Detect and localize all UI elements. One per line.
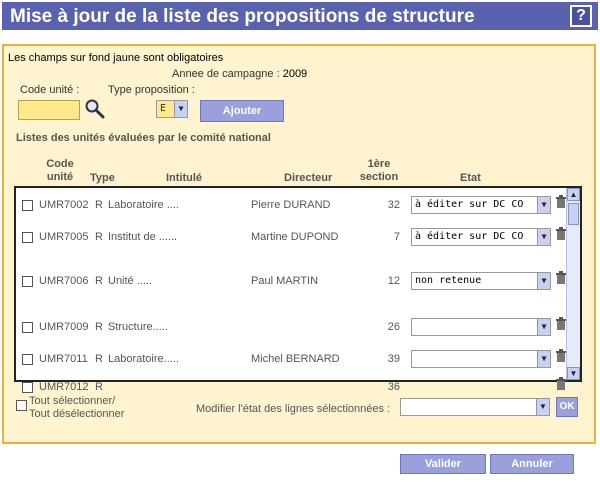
row-directeur: Paul MARTIN bbox=[251, 275, 319, 287]
row-code: UMR7011 bbox=[39, 353, 88, 365]
campagne-info bbox=[172, 68, 307, 80]
chevron-down-icon[interactable]: ▼ bbox=[537, 351, 550, 367]
campagne-value: 2009 bbox=[282, 68, 308, 80]
units-list bbox=[14, 186, 582, 393]
chevron-down-icon[interactable]: ▼ bbox=[536, 399, 549, 415]
row-checkbox[interactable] bbox=[22, 354, 33, 365]
type-proposition-value: E bbox=[160, 103, 167, 114]
scroll-up-icon[interactable]: ▲ bbox=[567, 188, 580, 201]
chevron-down-icon[interactable]: ▼ bbox=[537, 197, 550, 213]
chevron-down-icon[interactable]: ▼ bbox=[537, 319, 550, 335]
col-header-section: 1ère section bbox=[359, 158, 399, 183]
page-title: Mise à jour de la liste des propositions de structure bbox=[10, 6, 475, 27]
col-header-code: Code unité bbox=[46, 158, 74, 183]
scroll-down-icon[interactable]: ▼ bbox=[567, 367, 580, 380]
page-header bbox=[2, 2, 598, 30]
row-etat-select[interactable] bbox=[411, 228, 551, 246]
row-directeur: Michel BERNARD bbox=[251, 353, 340, 365]
row-checkbox[interactable] bbox=[22, 276, 33, 287]
modify-state-label: Modifier l'état des lignes sélectionnées : bbox=[196, 403, 391, 415]
row-type: R bbox=[95, 199, 103, 211]
row-checkbox[interactable] bbox=[22, 382, 33, 393]
col-header-type: Type bbox=[90, 172, 115, 184]
row-checkbox[interactable] bbox=[22, 322, 33, 333]
scroll-thumb[interactable] bbox=[568, 203, 579, 225]
valider-button[interactable]: Valider bbox=[400, 454, 486, 474]
row-checkbox[interactable] bbox=[22, 232, 33, 243]
row-code: UMR7009 bbox=[39, 321, 89, 333]
row-type: R bbox=[95, 231, 103, 243]
search-icon[interactable] bbox=[84, 98, 106, 120]
row-type: R bbox=[95, 381, 103, 393]
row-directeur: Martine DUPOND bbox=[251, 231, 339, 243]
row-section: 36 bbox=[387, 381, 400, 393]
row-intitule: Unité ..... bbox=[108, 275, 153, 287]
row-code: UMR7005 bbox=[39, 231, 89, 243]
row-etat-value: non retenue bbox=[415, 275, 482, 286]
row-type: R bbox=[95, 275, 103, 287]
select-all-checkbox[interactable] bbox=[16, 400, 27, 411]
row-checkbox[interactable] bbox=[22, 200, 33, 211]
row-intitule: Laboratoire..... bbox=[108, 353, 179, 365]
row-intitule: Structure..... bbox=[108, 321, 168, 333]
select-all-label[interactable] bbox=[29, 395, 124, 421]
row-code: UMR7006 bbox=[39, 275, 89, 287]
col-header-intitule: Intitulé bbox=[166, 172, 203, 184]
type-proposition-label: Type proposition : bbox=[108, 84, 195, 96]
chevron-down-icon[interactable]: ▼ bbox=[174, 101, 187, 117]
row-etat-select[interactable] bbox=[411, 196, 551, 214]
table-row bbox=[16, 224, 568, 264]
row-intitule: Laboratoire .... bbox=[108, 199, 179, 211]
row-etat-select[interactable] bbox=[411, 318, 551, 336]
row-etat-select[interactable] bbox=[411, 272, 551, 290]
row-section: 39 bbox=[387, 353, 400, 365]
row-etat-value: à éditer sur DC CO bbox=[415, 231, 524, 242]
chevron-down-icon[interactable]: ▼ bbox=[537, 229, 550, 245]
row-code: UMR7002 bbox=[39, 199, 89, 211]
row-section: 32 bbox=[387, 199, 400, 211]
code-unite-label: Code unité : bbox=[20, 84, 80, 96]
deselect-all-text: Tout désélectionner bbox=[29, 408, 125, 420]
type-proposition-select[interactable] bbox=[156, 100, 188, 118]
row-etat-value: à éditer sur DC CO bbox=[415, 199, 524, 210]
col-header-directeur: Directeur bbox=[284, 172, 333, 184]
ajouter-button[interactable]: Ajouter bbox=[200, 100, 284, 122]
select-all-text: Tout sélectionner/ bbox=[29, 395, 116, 407]
row-type: R bbox=[95, 353, 103, 365]
ok-button[interactable]: OK bbox=[556, 397, 578, 417]
list-title: Listes des unités évaluées par le comité national bbox=[16, 132, 271, 144]
row-section: 26 bbox=[387, 321, 400, 333]
modify-state-select[interactable] bbox=[400, 398, 550, 416]
row-intitule: Institut de ...... bbox=[108, 231, 178, 243]
col-header-etat: Etat bbox=[460, 172, 481, 184]
annuler-button[interactable]: Annuler bbox=[490, 454, 574, 474]
table-row bbox=[16, 268, 568, 308]
chevron-down-icon[interactable]: ▼ bbox=[537, 273, 550, 289]
row-section: 7 bbox=[393, 231, 400, 243]
row-type: R bbox=[95, 321, 103, 333]
main-panel bbox=[2, 44, 596, 444]
row-code: UMR7012 bbox=[39, 381, 89, 393]
campagne-label: Annee de campagne : bbox=[172, 68, 280, 80]
code-unite-input[interactable] bbox=[18, 100, 80, 120]
help-button[interactable]: ? bbox=[570, 5, 592, 27]
row-directeur: Pierre DURAND bbox=[251, 199, 331, 211]
row-etat-select[interactable] bbox=[411, 350, 551, 368]
mandatory-note: Les champs sur fond jaune sont obligatoires bbox=[8, 52, 224, 64]
list-scrollbar[interactable] bbox=[566, 188, 580, 380]
row-section: 12 bbox=[387, 275, 400, 287]
